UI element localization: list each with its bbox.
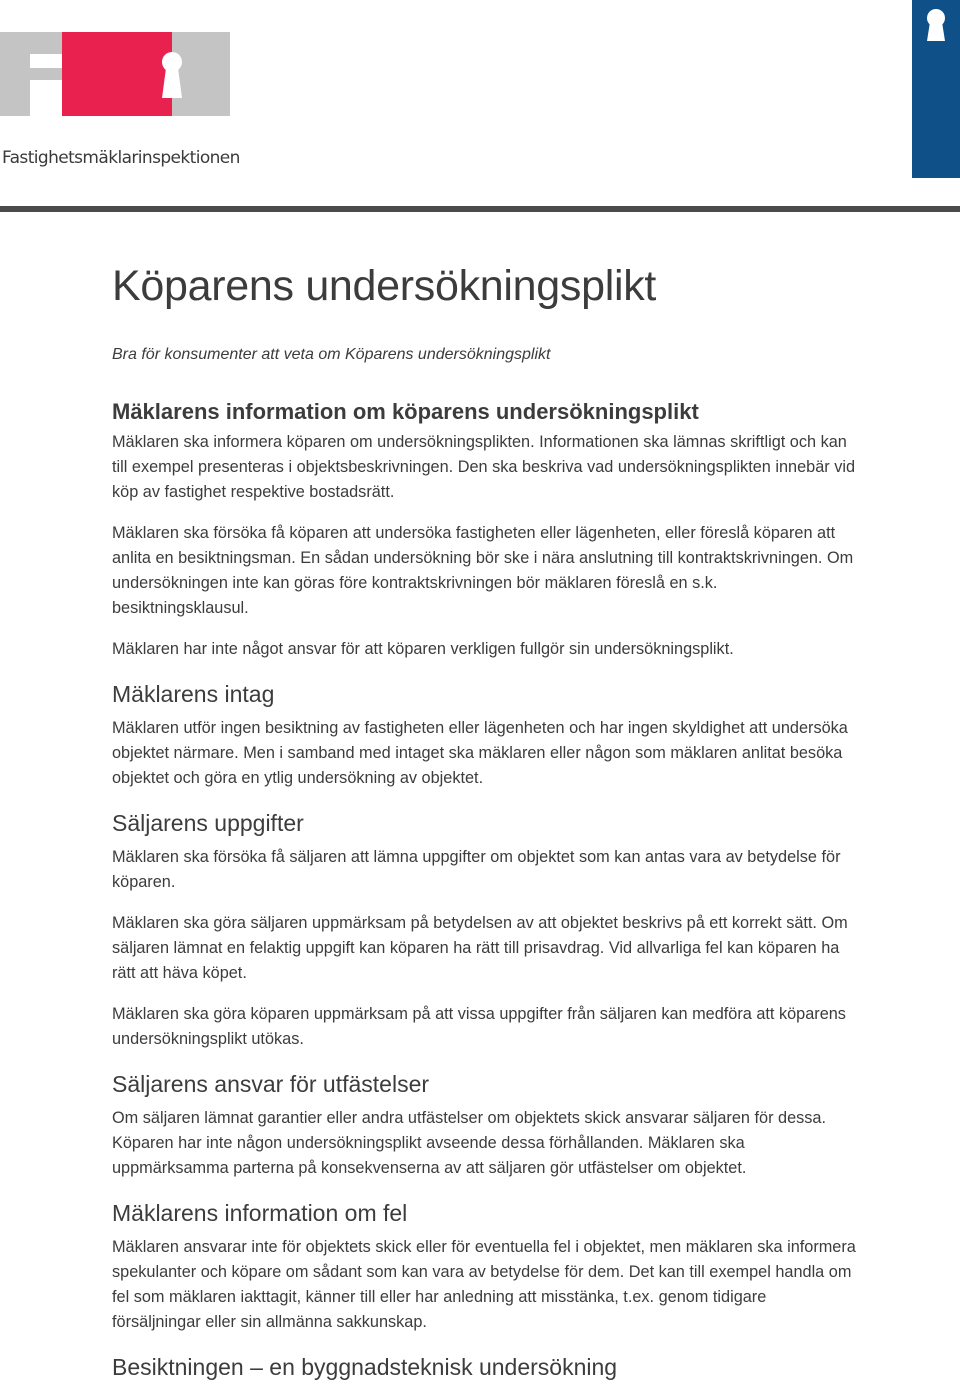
- paragraph: Mäklaren ska göra köparen uppmärksam på att vissa uppgifter från säljaren kan medföra att köparens undersökningsplikt utökas.: [112, 1005, 846, 1048]
- section-heading: Besiktningen – en byggnadsteknisk undersökning: [112, 1354, 618, 1380]
- page-header: [0, 0, 960, 215]
- section-heading: Säljarens ansvar för utfästelser: [112, 1071, 430, 1097]
- section-saljarens-uppgifter: [112, 807, 857, 1052]
- keyhole-icon: [925, 8, 947, 42]
- section-heading: Mäklarens information om köparens undersökningsplikt: [112, 399, 699, 424]
- paragraph: Mäklaren ska försöka få köparen att undersöka fastigheten eller lägenheten, eller föreslå köparen att anlita en besiktningsman. En sådan undersökning bör ske i nära anslutning till kontraktskrivningen. Om undersökningen inte kan göras före kontraktskrivningen bör mäklaren föreslå en s.k. besiktningsklausul.: [112, 524, 854, 617]
- paragraph: Mäklaren har inte något ansvar för att köparen verkligen fullgör sin undersökningsplikt.: [112, 640, 734, 658]
- section-heading: Mäklarens information om fel: [112, 1200, 408, 1226]
- paragraph: Om säljaren lämnat garantier eller andra utfästelser om objektets skick ansvarar säljaren för dessa. Köparen har inte någon undersökningsplikt avseende dessa förhållanden. Mäklaren ska uppmärksamma parterna på konsekvenserna av att säljaren gör utfästelser om objektet.: [112, 1109, 826, 1177]
- document-body: [112, 256, 857, 1389]
- section-heading: Mäklarens intag: [112, 681, 275, 707]
- section-intag: [112, 678, 857, 791]
- logo-wordmark: Fastighetsmäklarinspektionen: [2, 148, 240, 168]
- lead-text: Bra för konsumenter att veta om Köparens undersökningsplikt: [112, 346, 551, 363]
- paragraph: Mäklaren ska göra säljaren uppmärksam på betydelsen av att objektet beskrivs på ett korrekt sätt. Om säljaren lämnat en felaktig uppgift kan köparen ha rätt till prisavdrag. Vid allvarliga fel kan köparen ha rätt att häva köpet.: [112, 914, 848, 982]
- header-divider: [0, 206, 960, 212]
- paragraph: Mäklaren ska försöka få säljaren att lämna uppgifter om objektet som kan antas vara av betydelse för köparen.: [112, 848, 841, 891]
- fmi-logo-mark: [0, 24, 240, 124]
- page-title: Köparens undersökningsplikt: [112, 262, 657, 310]
- section-utfastelser: [112, 1068, 857, 1181]
- section-heading: Säljarens uppgifter: [112, 810, 304, 836]
- section-besiktningen: [112, 1351, 857, 1383]
- paragraph: Mäklaren utför ingen besiktning av fastigheten eller lägenheten och har ingen skyldighet att undersöka objektet närmare. Men i samband med intaget ska mäklaren eller någon som mäklaren anlitat besöka objektet och göra en ytlig undersökning av objektet.: [112, 719, 848, 787]
- brand-tab: [912, 0, 960, 178]
- paragraph: Mäklaren ansvarar inte för objektets skick eller för eventuella fel i objektet, men mäklaren ska informera spekulanter och köpare om sådant som kan vara av betydelse för dem. Det kan till exempel handla om fel som mäklaren iakttagit, känner till eller har anledning att misstänka, t.ex. genom tidigare försäljningar eller sin allmänna sakkunskap.: [112, 1238, 856, 1331]
- section-information: [112, 396, 857, 662]
- paragraph: Mäklaren ska informera köparen om undersökningsplikten. Informationen ska lämnas skriftligt och kan till exempel presenteras i objektsbeskrivningen. Den ska beskriva vad undersökningsplikten innebär vid köp av fastighet respektive bostadsrätt.: [112, 433, 856, 501]
- section-information-om-fel: [112, 1197, 857, 1335]
- fmi-logo: [0, 24, 240, 168]
